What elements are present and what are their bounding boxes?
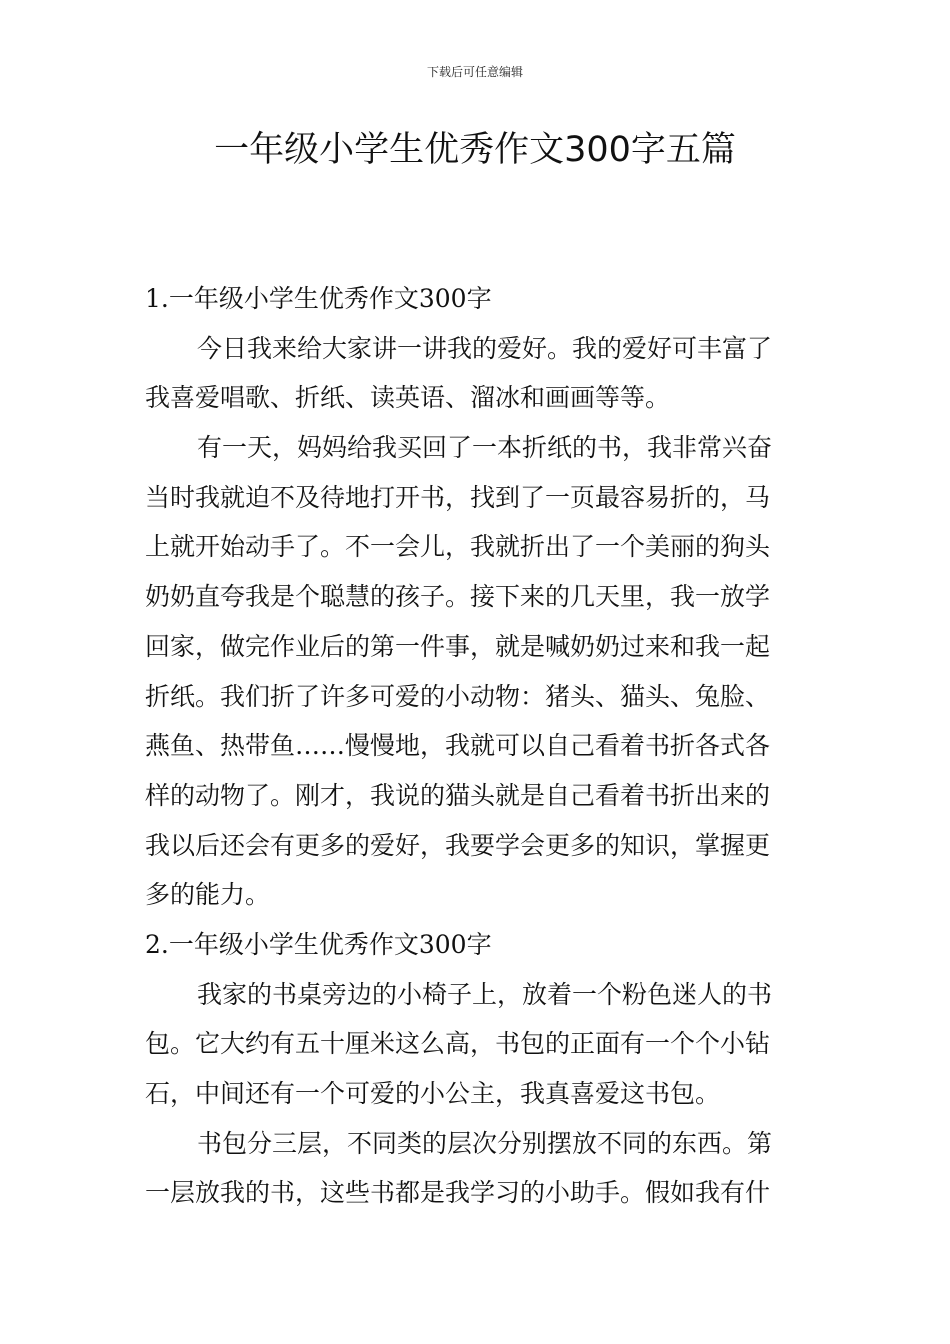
paragraph-line: 书包分三层，不同类的层次分别摆放不同的东西。第	[197, 1128, 773, 1158]
article-body	[145, 274, 807, 1218]
section-heading: 2.一年级小学生优秀作文300字	[145, 929, 492, 959]
section-heading: 1.一年级小学生优秀作文300字	[145, 284, 492, 313]
paragraph-line: 我家的书桌旁边的小椅子上，放着一个粉色迷人的书	[197, 979, 773, 1009]
paragraph-line: 样的动物了。刚才，我说的猫头就是自己看着书折出来的	[145, 780, 771, 810]
paragraph-line: 回家，做完作业后的第一件事，就是喊奶奶过来和我一起	[145, 631, 771, 661]
paragraph-line: 有一天，妈妈给我买回了一本折纸的书，我非常兴奋	[197, 433, 773, 463]
paragraph-line: 我喜爱唱歌、折纸、读英语、溜冰和画画等等。	[145, 383, 671, 413]
paragraph-line: 一层放我的书，这些书都是我学习的小助手。假如我有什	[145, 1178, 771, 1208]
paragraph-line: 包。它大约有五十厘米这么高，书包的正面有一个个小钻	[145, 1029, 771, 1059]
paragraph-line: 当时我就迫不及待地打开书，找到了一页最容易折的，马	[145, 482, 771, 512]
paragraph-line: 今日我来给大家讲一讲我的爱好。我的爱好可丰富了	[197, 333, 773, 363]
paragraph-line: 多的能力。	[145, 880, 271, 910]
paragraph-line: 石，中间还有一个可爱的小公主，我真喜爱这书包。	[145, 1079, 721, 1108]
paragraph-line: 燕鱼、热带鱼……慢慢地，我就可以自己看着书折各式各	[145, 731, 771, 761]
paragraph-line: 奶奶直夸我是个聪慧的孩子。接下来的几天里，我一放学	[145, 582, 771, 612]
page-title: 一年级小学生优秀作文300字五篇	[214, 130, 736, 170]
paragraph-line: 折纸。我们折了许多可爱的小动物：猪头、猫头、兔脸、	[145, 681, 771, 711]
header-note: 下载后可任意编辑	[426, 65, 523, 79]
paragraph-line: 上就开始动手了。不一会儿，我就折出了一个美丽的狗头	[145, 532, 771, 562]
paragraph-line: 我以后还会有更多的爱好，我要学会更多的知识，掌握更	[145, 830, 771, 860]
